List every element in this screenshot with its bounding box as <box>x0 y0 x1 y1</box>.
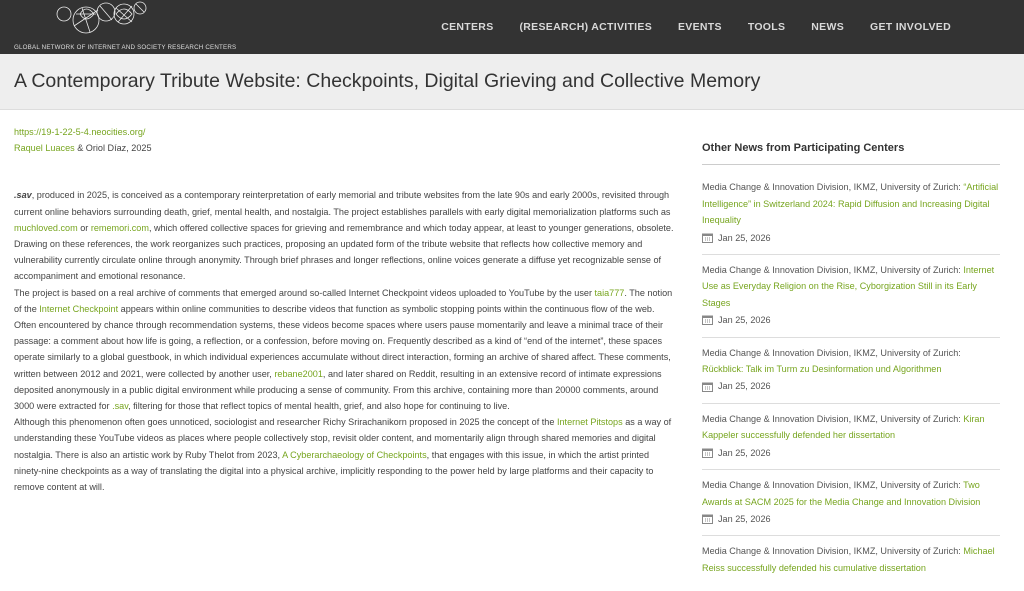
byline <box>14 140 676 156</box>
calendar-icon <box>702 315 713 325</box>
paragraph-1-text-3: , which offered collective spaces for grieving and remembrance and which today appear, at least to younger generations, obsolete. Drawing on these references, the work reorganizes such practices, proposing an updated form of the tribute website that reflects how collective memory and vulnerability currently circulate online through anonymity. Through brief phrases and longer reflections, online voices generate a diffuse yet recognizable sense of accompaniment and emotional resonance. <box>14 222 674 282</box>
paragraph-3-text: Although this phenomenon often goes unnoticed, sociologist and researcher Richy Srirachanikorn proposed in 2025 the concept of the <box>14 417 557 428</box>
news-item <box>702 411 1000 470</box>
nav-item-news[interactable]: NEWS <box>811 21 844 33</box>
calendar-icon <box>702 382 713 392</box>
paragraph-3-text-2: as a way of understanding these YouTube videos as places where people collectively stop, revisit older content, and momentarily align through shared memories and digital nostalgia. There is also an artistic work by Ruby Thelot from 2023, <box>14 417 672 460</box>
paragraph-2-text-4: , and later shared on Reddit, resulting in an extensive record of intimate expressions deposited anonymously in a public digital environment while producing a sense of community. From this archive, containing more than 20000 comments, around 3000 were extracted for <box>14 368 662 412</box>
news-date <box>702 445 1000 461</box>
nav-item-centers[interactable]: CENTERS <box>441 21 494 33</box>
paragraph-1 <box>14 187 676 284</box>
calendar-icon <box>702 233 713 243</box>
paragraph-2-text-3: appears within online communities to describe videos that function as symbolic stopping points within the continuous flow of the web. Often encountered by chance through recommendation systems, these videos become spaces where users pause momentarily and leave a minimal trace of their passage: a comment about how life is going, a reflection, or a confession, before moving on. Frequently described as a kind of “end of the internet”, these spaces operate similarly to a global guestbook, in which individual experiences accumulate without direct interaction, forming an archive of shared affect. These comments, written between 2012 and 2021, were collected by another user, <box>14 303 671 379</box>
top-navigation-bar <box>0 0 1024 54</box>
news-link[interactable]: Two Awards at SACM 2025 for the Media Change and Innovation Division <box>702 480 981 507</box>
page-title-bar <box>0 54 1024 110</box>
nav-item-get-involved[interactable]: GET INVOLVED <box>870 21 951 33</box>
project-url-link[interactable]: https://19-1-22-5-4.neocities.org/ <box>14 127 146 137</box>
news-source: Media Change & Innovation Division, IKMZ, University of Zurich: <box>702 182 961 193</box>
internet-checkpoint-link[interactable]: Internet Checkpoint <box>39 303 119 314</box>
news-source: Media Change & Innovation Division, IKMZ, University of Zurich: <box>702 413 961 424</box>
nav-item-events[interactable]: EVENTS <box>678 21 722 33</box>
paragraph-1-text: , produced in 2025, is conceived as a contemporary reinterpretation of early memorial and tribute websites from the late 90s and early 2000s, revisited through current online behaviors surrounding death, grief, mental health, and nostalgia. The project establishes parallels with early digital memorialization platforms such as <box>14 190 671 217</box>
news-date <box>702 378 1000 394</box>
news-link[interactable]: Internet Use as Everyday Religion on the Rise, Cyborgization Still in its Early Stages <box>702 265 995 308</box>
news-date-text: Jan 25, 2026 <box>718 447 771 458</box>
news-link[interactable]: Rückblick: Talk im Turm zu Desinformation und Algorithmen <box>702 364 942 375</box>
network-logo[interactable] <box>14 0 237 54</box>
internet-pitstops-link[interactable]: Internet Pitstops <box>556 417 623 428</box>
sidebar-title: Other News from Participating Centers <box>702 140 1000 165</box>
news-date <box>702 230 1000 246</box>
paragraph-2 <box>14 285 676 415</box>
news-item <box>702 477 1000 536</box>
nav-item-tools[interactable]: TOOLS <box>747 21 786 33</box>
page-title: A Contemporary Tribute Website: Checkpoints, Digital Grieving and Collective Memory <box>14 70 761 92</box>
rememori-link[interactable]: rememori.com <box>90 222 149 233</box>
news-date <box>702 312 1000 328</box>
paragraph-3 <box>14 414 676 495</box>
news-source: Media Change & Innovation Division, IKMZ, University of Zurich: <box>702 480 961 491</box>
news-item <box>702 345 1000 404</box>
news-item <box>702 543 1000 584</box>
logo-text: GLOBAL NETWORK OF INTERNET AND SOCIETY RESEARCH CENTERS <box>14 44 237 51</box>
news-source: Media Change & Innovation Division, IKMZ, University of Zurich: <box>702 265 961 276</box>
nav-item-research-activities[interactable]: (RESEARCH) ACTIVITIES <box>519 21 652 33</box>
news-date-text: Jan 25, 2026 <box>718 232 771 243</box>
sav-emphasis: .sav <box>14 190 32 201</box>
news-link[interactable]: “Artificial Intelligence” in Switzerland 2024: Rapid Diffusion and Increasing Digital Inequality <box>702 182 999 226</box>
paragraph-3-text-3: , that engages with this issue, in which the artist printed ninety-nine checkpoints as a way of translating the digital into a physical archive, implicitly responding to the power held by large platforms and their capacity to remove content at will. <box>14 449 654 493</box>
sav-link[interactable]: .sav <box>112 401 129 412</box>
byline-rest: & Oriol Díaz, 2025 <box>74 143 152 154</box>
news-source: Media Change & Innovation Division, IKMZ, University of Zurich: <box>702 347 961 358</box>
paragraph-2-text-2: . The notion of the <box>14 287 673 314</box>
muchloved-link[interactable]: muchloved.com <box>14 222 78 233</box>
rebane2001-link[interactable]: rebane2001 <box>274 368 323 379</box>
author-link[interactable]: Raquel Luaces <box>14 143 75 154</box>
network-logo-icon <box>54 0 154 44</box>
news-source: Media Change & Innovation Division, IKMZ, University of Zurich: <box>702 546 961 557</box>
main-nav <box>428 0 964 54</box>
news-item <box>702 179 1000 255</box>
news-date-text: Jan 25, 2026 <box>718 513 771 524</box>
taia777-link[interactable]: taia777 <box>594 287 625 298</box>
news-item <box>702 262 1000 338</box>
paragraph-1-text-2: or <box>77 222 91 233</box>
calendar-icon <box>702 448 713 458</box>
article-body <box>14 118 676 495</box>
paragraph-2-text-5: , filtering for those that reflect topics of mental health, grief, and also hope for continuing to live. <box>128 401 510 412</box>
news-date-text: Jan 25, 2026 <box>718 381 771 392</box>
cyberarchaeology-link[interactable]: A Cyberarchaeology of Checkpoints <box>282 449 427 460</box>
news-link[interactable]: Michael Reiss successfully defended his cumulative dissertation <box>702 546 995 573</box>
other-news-sidebar <box>702 140 1000 591</box>
news-link[interactable]: Kiran Kappeler successfully defended her dissertation <box>702 413 985 441</box>
paragraph-2-text: The project is based on a real archive of comments that emerged around so-called Internet Checkpoint videos uploaded to YouTube by the user <box>14 287 595 298</box>
news-date <box>702 511 1000 527</box>
news-date-text: Jan 25, 2026 <box>718 315 771 326</box>
